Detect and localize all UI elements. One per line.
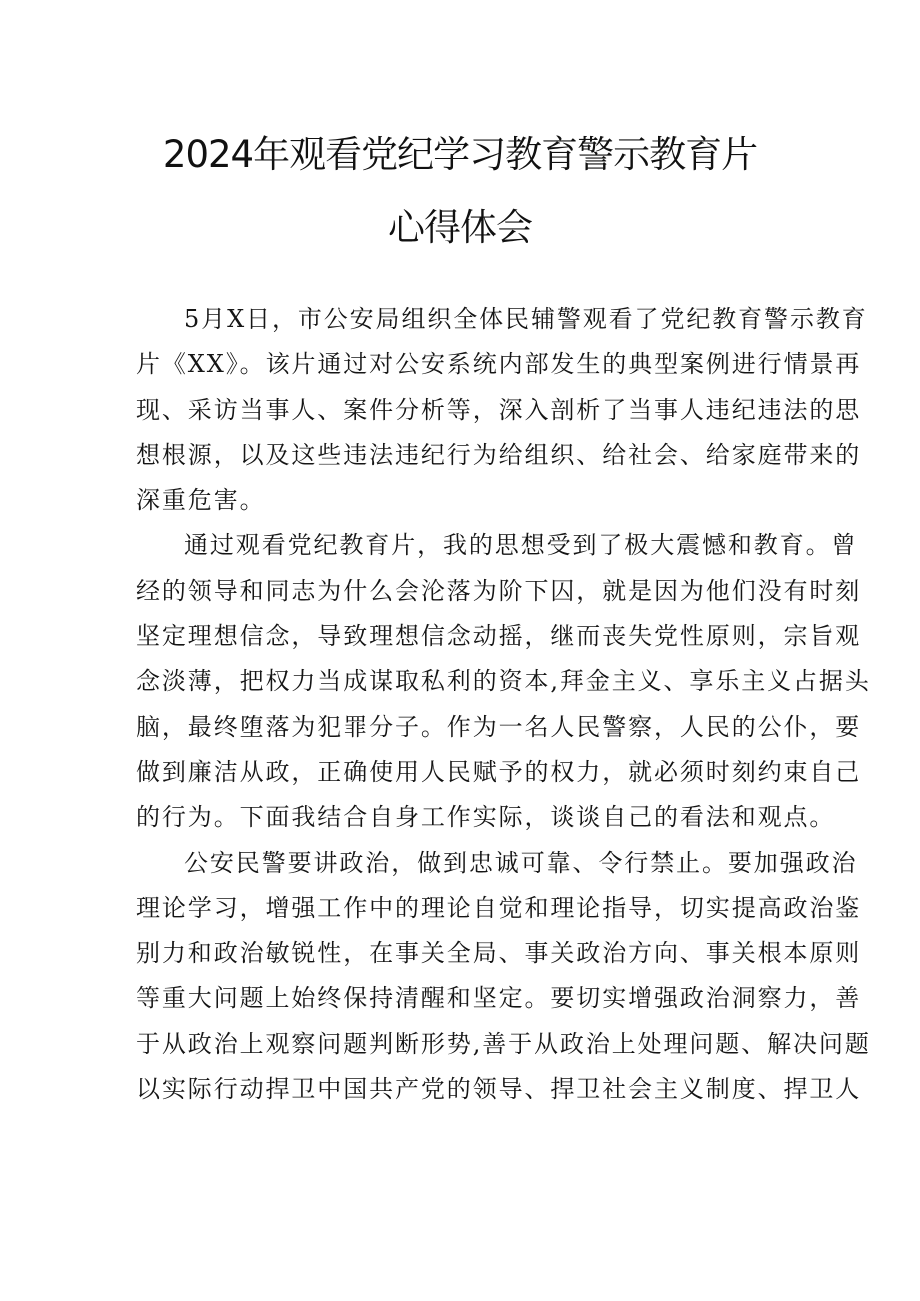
text-line: 现、采访当事人、案件分析等，深入剖析了当事人违纪违法的思 xyxy=(136,395,862,424)
text-line: 5月X日，市公安局组织全体民辅警观看了党纪教育警示教育 xyxy=(184,305,868,333)
text-line: 于从政治上观察问题判断形势,善于从政治上处理问题、解决问题 xyxy=(136,1029,871,1058)
text-line: 坚定理想信念，导致理想信念动摇，继而丧失党性原则，宗旨观 xyxy=(136,622,862,651)
paragraph xyxy=(136,297,868,523)
text-line: 深重危害。 xyxy=(136,486,266,515)
text-line: 经的领导和同志为什么会沦落为阶下囚，就是因为他们没有时刻 xyxy=(136,576,862,605)
document-title-line-2: 心得体会 xyxy=(388,206,532,249)
text-line: 的行为。下面我结合自身工作实际，谈谈自己的看法和观点。 xyxy=(136,803,836,832)
text-line: 片《XX》。该片通过对公安系统内部发生的典型案例进行情景再 xyxy=(136,350,862,379)
text-line: 念淡薄，把权力当成谋取私利的资本,拜金主义、享乐主义占据头 xyxy=(136,667,871,696)
paragraph xyxy=(136,523,871,840)
document-body xyxy=(136,297,871,1112)
text-line: 通过观看党纪教育片，我的思想受到了极大震憾和教育。曾 xyxy=(184,531,858,560)
text-line: 以实际行动捍卫中国共产党的领导、捍卫社会主义制度、捍卫人 xyxy=(136,1075,862,1104)
text-line: 想根源，以及这些违法违纪行为给组织、给社会、给家庭带来的 xyxy=(136,440,862,469)
text-line: 脑，最终堕落为犯罪分子。作为一名人民警察，人民的公仆，要 xyxy=(136,712,862,741)
text-line: 等重大问题上始终保持清醒和坚定。要切实增强政治洞察力，善 xyxy=(136,984,862,1013)
text-line: 公安民警要讲政治，做到忠诚可靠、令行禁止。要加强政治 xyxy=(184,848,858,877)
document-title-line-1: 2024年观看党纪学习教育警示教育片 xyxy=(162,133,758,176)
text-line: 做到廉洁从政，正确使用人民赋予的权力，就必须时刻约束自己 xyxy=(136,757,862,786)
text-line: 别力和政治敏锐性，在事关全局、事关政治方向、事关根本原则 xyxy=(136,939,862,968)
paragraph xyxy=(136,841,871,1113)
text-line: 理论学习，增强工作中的理论自觉和理论指导，切实提高政治鉴 xyxy=(136,893,862,922)
